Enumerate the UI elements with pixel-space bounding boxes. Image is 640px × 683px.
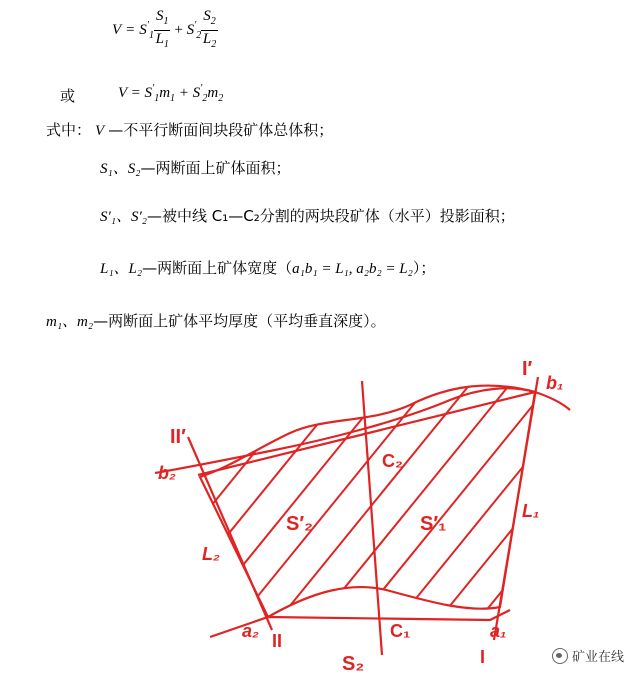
label-l2: L₂: [202, 544, 220, 564]
label-i: I: [480, 647, 486, 667]
fraction-s2-l2: $\frac{S_2}{L_2}$: [202, 8, 217, 50]
definition-l: L₁、L₂—两断面上矿体宽度（a₁b₁ = L₁, a₂b₂ = L₂）；: [100, 259, 436, 277]
formula-volume-fraction: [112, 8, 218, 53]
ore-block-diagram: [150, 355, 590, 675]
label-ii: II: [272, 631, 283, 651]
wechat-icon: [552, 648, 568, 664]
formula-v: V: [112, 22, 122, 38]
label-l1: L₁: [522, 501, 540, 521]
centerline-c1-c2: [362, 381, 382, 655]
label-a2: a₂: [242, 621, 259, 641]
label-ii-prime: II′: [170, 426, 186, 448]
label-c2: C₂: [382, 451, 403, 471]
plus-sign: +: [173, 22, 184, 38]
label-a1: a₁: [490, 621, 507, 641]
definition-s: S₁、S₂—两断面上矿体面积；: [100, 159, 291, 177]
definition-s-prime: S′₁、S′₂—被中线 C₁—C₂分割的两块段矿体（水平）投影面积；: [100, 207, 515, 225]
label-i-prime: I′: [522, 358, 533, 380]
label-c1: C₁: [390, 621, 411, 641]
fraction-s1-l1: $\frac{S_1}{L_1}$: [155, 8, 169, 50]
label-s1-prime: S′₁: [420, 513, 447, 535]
formula-eq: =: [125, 22, 136, 38]
or-label: 或: [60, 87, 76, 105]
definition-m: m₁、m₂—两断面上矿体平均厚度（平均垂直深度）。: [46, 312, 386, 330]
formula-volume-thickness: $V = S'_1m_1 + S'_2m_2$: [118, 83, 224, 104]
term2-s: $S'_2$: [186, 20, 202, 41]
watermark-text: 矿业在线: [571, 650, 624, 665]
watermark: [552, 646, 624, 665]
label-b1: b₁: [546, 373, 564, 393]
definition-v: 式中： V —不平行断面间块段矿体总体积；: [46, 121, 334, 139]
label-s2-prime: S′₂: [286, 513, 314, 535]
label-b2: b₂: [158, 463, 176, 483]
label-s2: S₂: [342, 653, 365, 675]
term1-s: $S'_1$: [139, 20, 154, 41]
